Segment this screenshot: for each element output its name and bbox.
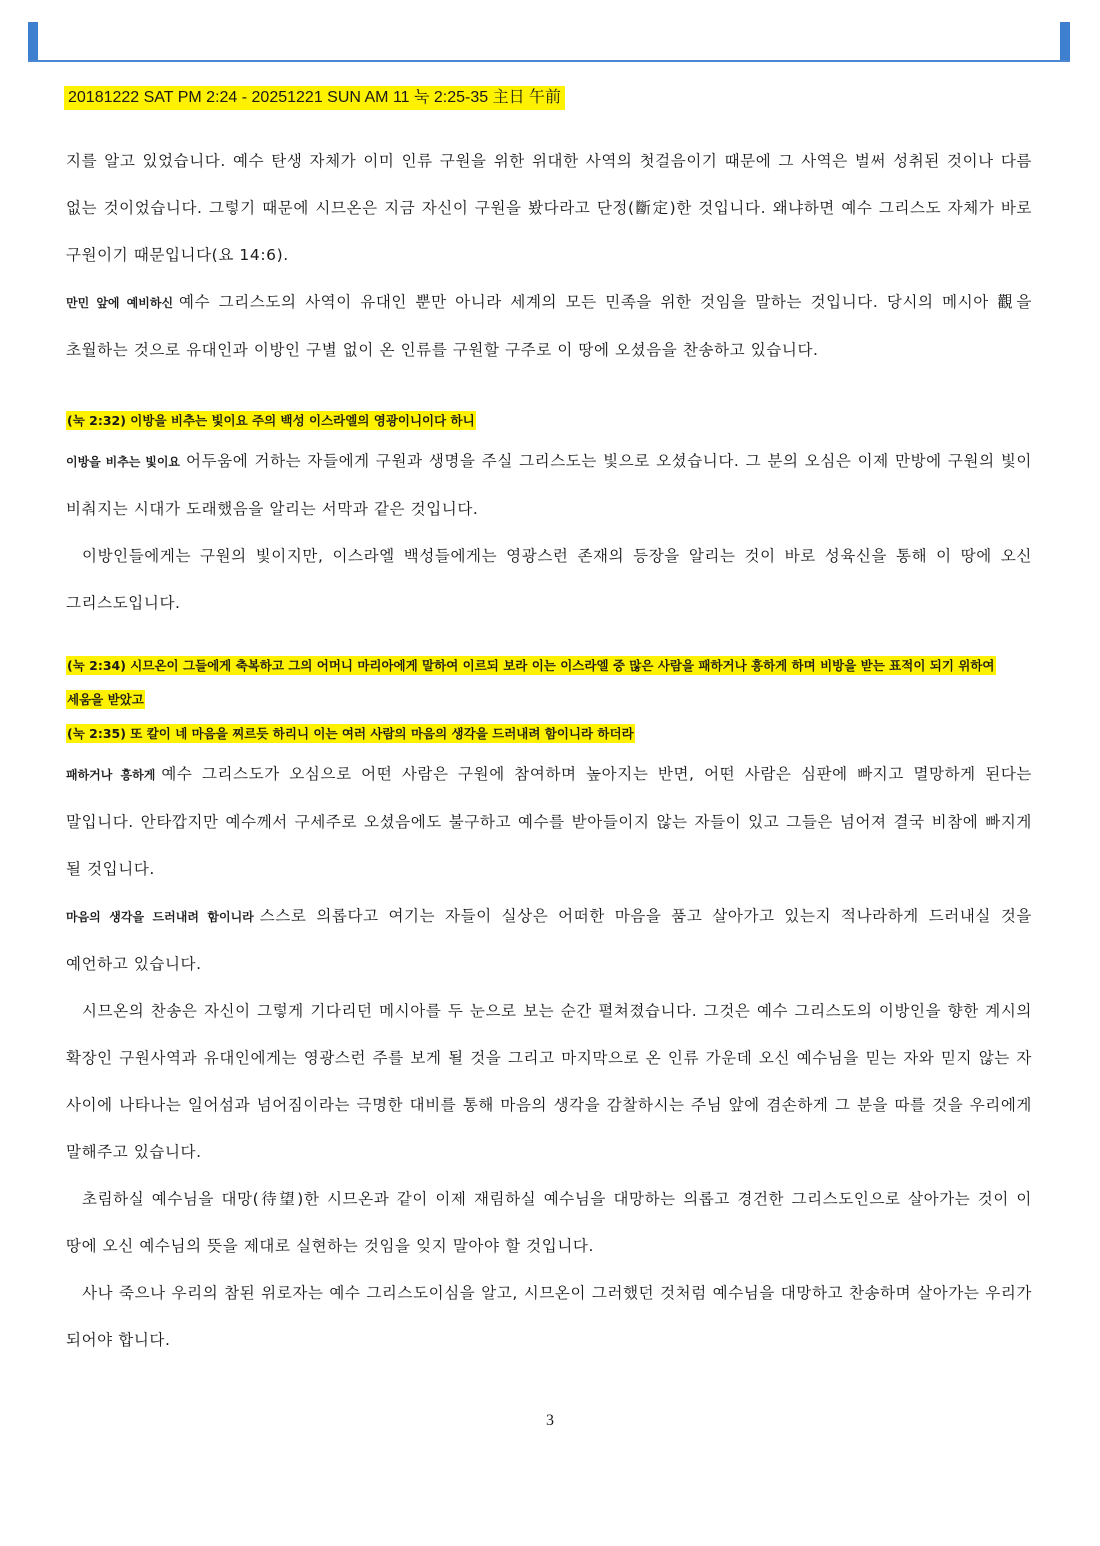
verse-2-32-text: (눅 2:32) 이방을 비추는 빛이요 주의 백성 이스라엘의 영광이니이다 하니	[67, 413, 475, 428]
header-rule	[28, 60, 1070, 62]
paragraph-5-lead: 패하거나 흥하게	[66, 768, 156, 782]
paragraph-5	[66, 751, 1032, 893]
paragraph-3-text: 어두움에 거하는 자들에게 구원과 생명을 주실 그리스도는 빛으로 오셨습니다. 그 분의 오심은 이제 만방에 구원의 빛이 비춰지는 시대가 도래했음을 알리는 서막과 같은 것입니다.	[66, 452, 1032, 518]
paragraph-2	[66, 279, 1032, 374]
paragraph-1: 지를 알고 있었습니다. 예수 탄생 자체가 이미 인류 구원을 위한 위대한 사역의 첫걸음이기 때문에 그 사역은 벌써 성취된 것이나 다름 없는 것이었습니다. 그렇기 때문에 시므온은 지금 자신이 구원을 봤다라고 단정(斷定)한 것입니다. 왜냐하면 예수 그리스도 자체가 바로 구원이기 때문입니다(요 14:6).	[66, 152, 1032, 264]
page-number: 3	[546, 1412, 554, 1429]
date-header: 20181222 SAT PM 2:24 - 20251221 SUN AM 11 눅 2:25-35 主日 午前	[64, 86, 565, 110]
document-body	[66, 138, 1032, 1364]
paragraph-6-lead: 마음의 생각을 드러내려 함이니라	[66, 910, 254, 924]
paragraph-6-text: 스스로 의롭다고 여기는 자들이 실상은 어떠한 마음을 품고 살아가고 있는지 적나라하게 드러내실 것을 예언하고 있습니다.	[66, 907, 1032, 973]
paragraph-2-text: 예수 그리스도의 사역이 유대인 뿐만 아니라 세계의 모든 민족을 위한 것임을 말하는 것입니다. 당시의 메시아 觀을 초월하는 것으로 유대인과 이방인 구별 없이 온 인류를 구원할 구주로 이 땅에 오셨음을 찬송하고 있습니다.	[66, 293, 1032, 359]
verse-2-35-text: (눅 2:35) 또 칼이 네 마음을 찌르듯 하리니 이는 여러 사람의 마음의 생각을 드러내려 함이니라 하더라	[67, 726, 634, 741]
paragraph-4: 이방인들에게는 구원의 빛이지만, 이스라엘 백성들에게는 영광스런 존재의 등장을 알리는 것이 바로 성육신을 통해 이 땅에 오신 그리스도입니다.	[66, 547, 1032, 612]
paragraph-7: 시므온의 찬송은 자신이 그렇게 기다리던 메시아를 두 눈으로 보는 순간 펼쳐졌습니다. 그것은 예수 그리스도의 이방인을 향한 계시의 확장인 구원사역과 유대인에게는 영광스런 주를 보게 될 것을 그리고 마지막으로 온 인류 가운데 오신 예수님을 믿는 자와 믿지 않는 자 사이에 나타나는 일어섬과 넘어짐이라는 극명한 대비를 통해 마음의 생각을 감찰하시는 주님 앞에 겸손하게 그 분을 따를 것을 우리에게 말해주고 있습니다.	[66, 1002, 1032, 1161]
paragraph-2-lead: 만민 앞에 예비하신	[66, 296, 174, 310]
paragraph-3-lead: 이방을 비추는 빛이요	[66, 455, 181, 469]
header-left-tab	[28, 22, 38, 62]
paragraph-6	[66, 893, 1032, 988]
verse-2-34	[66, 649, 1032, 717]
paragraph-3	[66, 438, 1032, 533]
verse-2-35	[66, 717, 1032, 751]
paragraph-8: 초림하실 예수님을 대망(待望)한 시므온과 같이 이제 재림하실 예수님을 대망하는 의롭고 경건한 그리스도인으로 살아가는 것이 이 땅에 오신 예수님의 뜻을 제대로 실현하는 것임을 잊지 말아야 할 것입니다.	[66, 1190, 1032, 1255]
header-right-tab	[1060, 22, 1070, 62]
verse-2-34-text: (눅 2:34) 시므온이 그들에게 축복하고 그의 어머니 마리아에게 말하여 이르되 보라 이는 이스라엘 중 많은 사람을 패하거나 흥하게 하며 비방을 받는 표적이 되기 위하여 세움을 받았고	[67, 658, 995, 707]
verse-2-32	[66, 404, 1032, 438]
paragraph-5-text: 예수 그리스도가 오심으로 어떤 사람은 구원에 참여하며 높아지는 반면, 어떤 사람은 심판에 빠지고 멸망하게 된다는 말입니다. 안타깝지만 예수께서 구세주로 오셨음에도 불구하고 예수를 받아들이지 않는 자들이 있고 그들은 넘어져 결국 비참에 빠지게 될 것입니다.	[66, 765, 1032, 878]
paragraph-9: 사나 죽으나 우리의 참된 위로자는 예수 그리스도이심을 알고, 시므온이 그러했던 것처럼 예수님을 대망하고 찬송하며 살아가는 우리가 되어야 합니다.	[66, 1284, 1032, 1349]
